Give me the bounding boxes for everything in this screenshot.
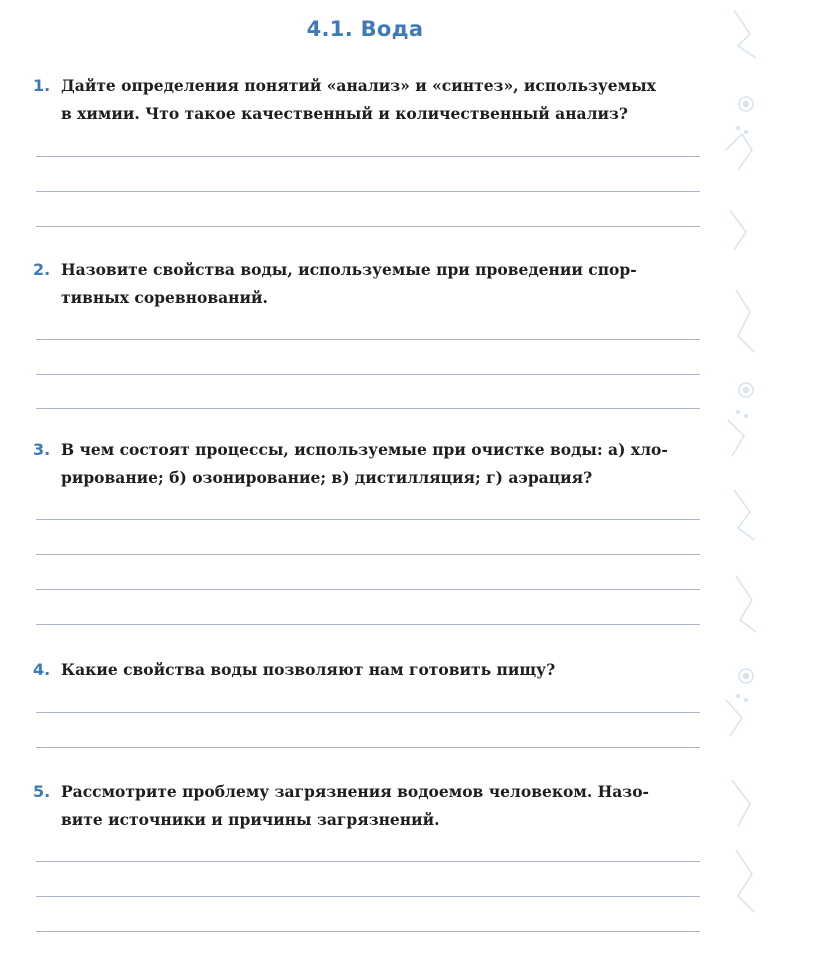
task-question <box>61 778 701 834</box>
task-question-line: тивных соревнований. <box>61 288 268 307</box>
section-title: 4.1. Вода <box>306 17 424 41</box>
answer-line[interactable] <box>36 191 700 192</box>
answer-line[interactable] <box>36 156 700 157</box>
task-number: 5. <box>33 782 51 801</box>
task-number: 1. <box>33 76 51 95</box>
answer-line[interactable] <box>36 896 700 897</box>
task-question-line: Назовите свойства воды, используемые при проведении спор- <box>61 260 637 279</box>
task-number: 3. <box>33 440 51 459</box>
answer-line[interactable] <box>36 747 700 748</box>
task-question <box>61 256 701 312</box>
task-question-line: рирование; б) озонирование; в) дистилляция; г) аэрация? <box>61 468 593 487</box>
answer-line[interactable] <box>36 339 700 340</box>
task-number: 4. <box>33 660 51 679</box>
answer-line[interactable] <box>36 519 700 520</box>
task-question-line: Какие свойства воды позволяют нам готовить пищу? <box>61 660 556 679</box>
task-question-line: Рассмотрите проблему загрязнения водоемов человеком. Назо- <box>61 782 649 801</box>
answer-line[interactable] <box>36 408 700 409</box>
answer-line[interactable] <box>36 712 700 713</box>
answer-line[interactable] <box>36 554 700 555</box>
answer-line[interactable] <box>36 226 700 227</box>
answer-line[interactable] <box>36 624 700 625</box>
task-question-line: вите источники и причины загрязнений. <box>61 810 440 829</box>
task-question <box>61 436 701 492</box>
task-question-line: в химии. Что такое качественный и количественный анализ? <box>61 104 628 123</box>
answer-line[interactable] <box>36 374 700 375</box>
task-number: 2. <box>33 260 51 279</box>
task-question <box>61 656 701 684</box>
task-question <box>61 72 701 128</box>
answer-line[interactable] <box>36 861 700 862</box>
answer-line[interactable] <box>36 931 700 932</box>
answer-line[interactable] <box>36 589 700 590</box>
decorative-border-icon <box>716 0 776 960</box>
task-question-line: В чем состоят процессы, используемые при очистке воды: а) хло- <box>61 440 668 459</box>
task-question-line: Дайте определения понятий «анализ» и «синтез», используемых <box>61 76 656 95</box>
